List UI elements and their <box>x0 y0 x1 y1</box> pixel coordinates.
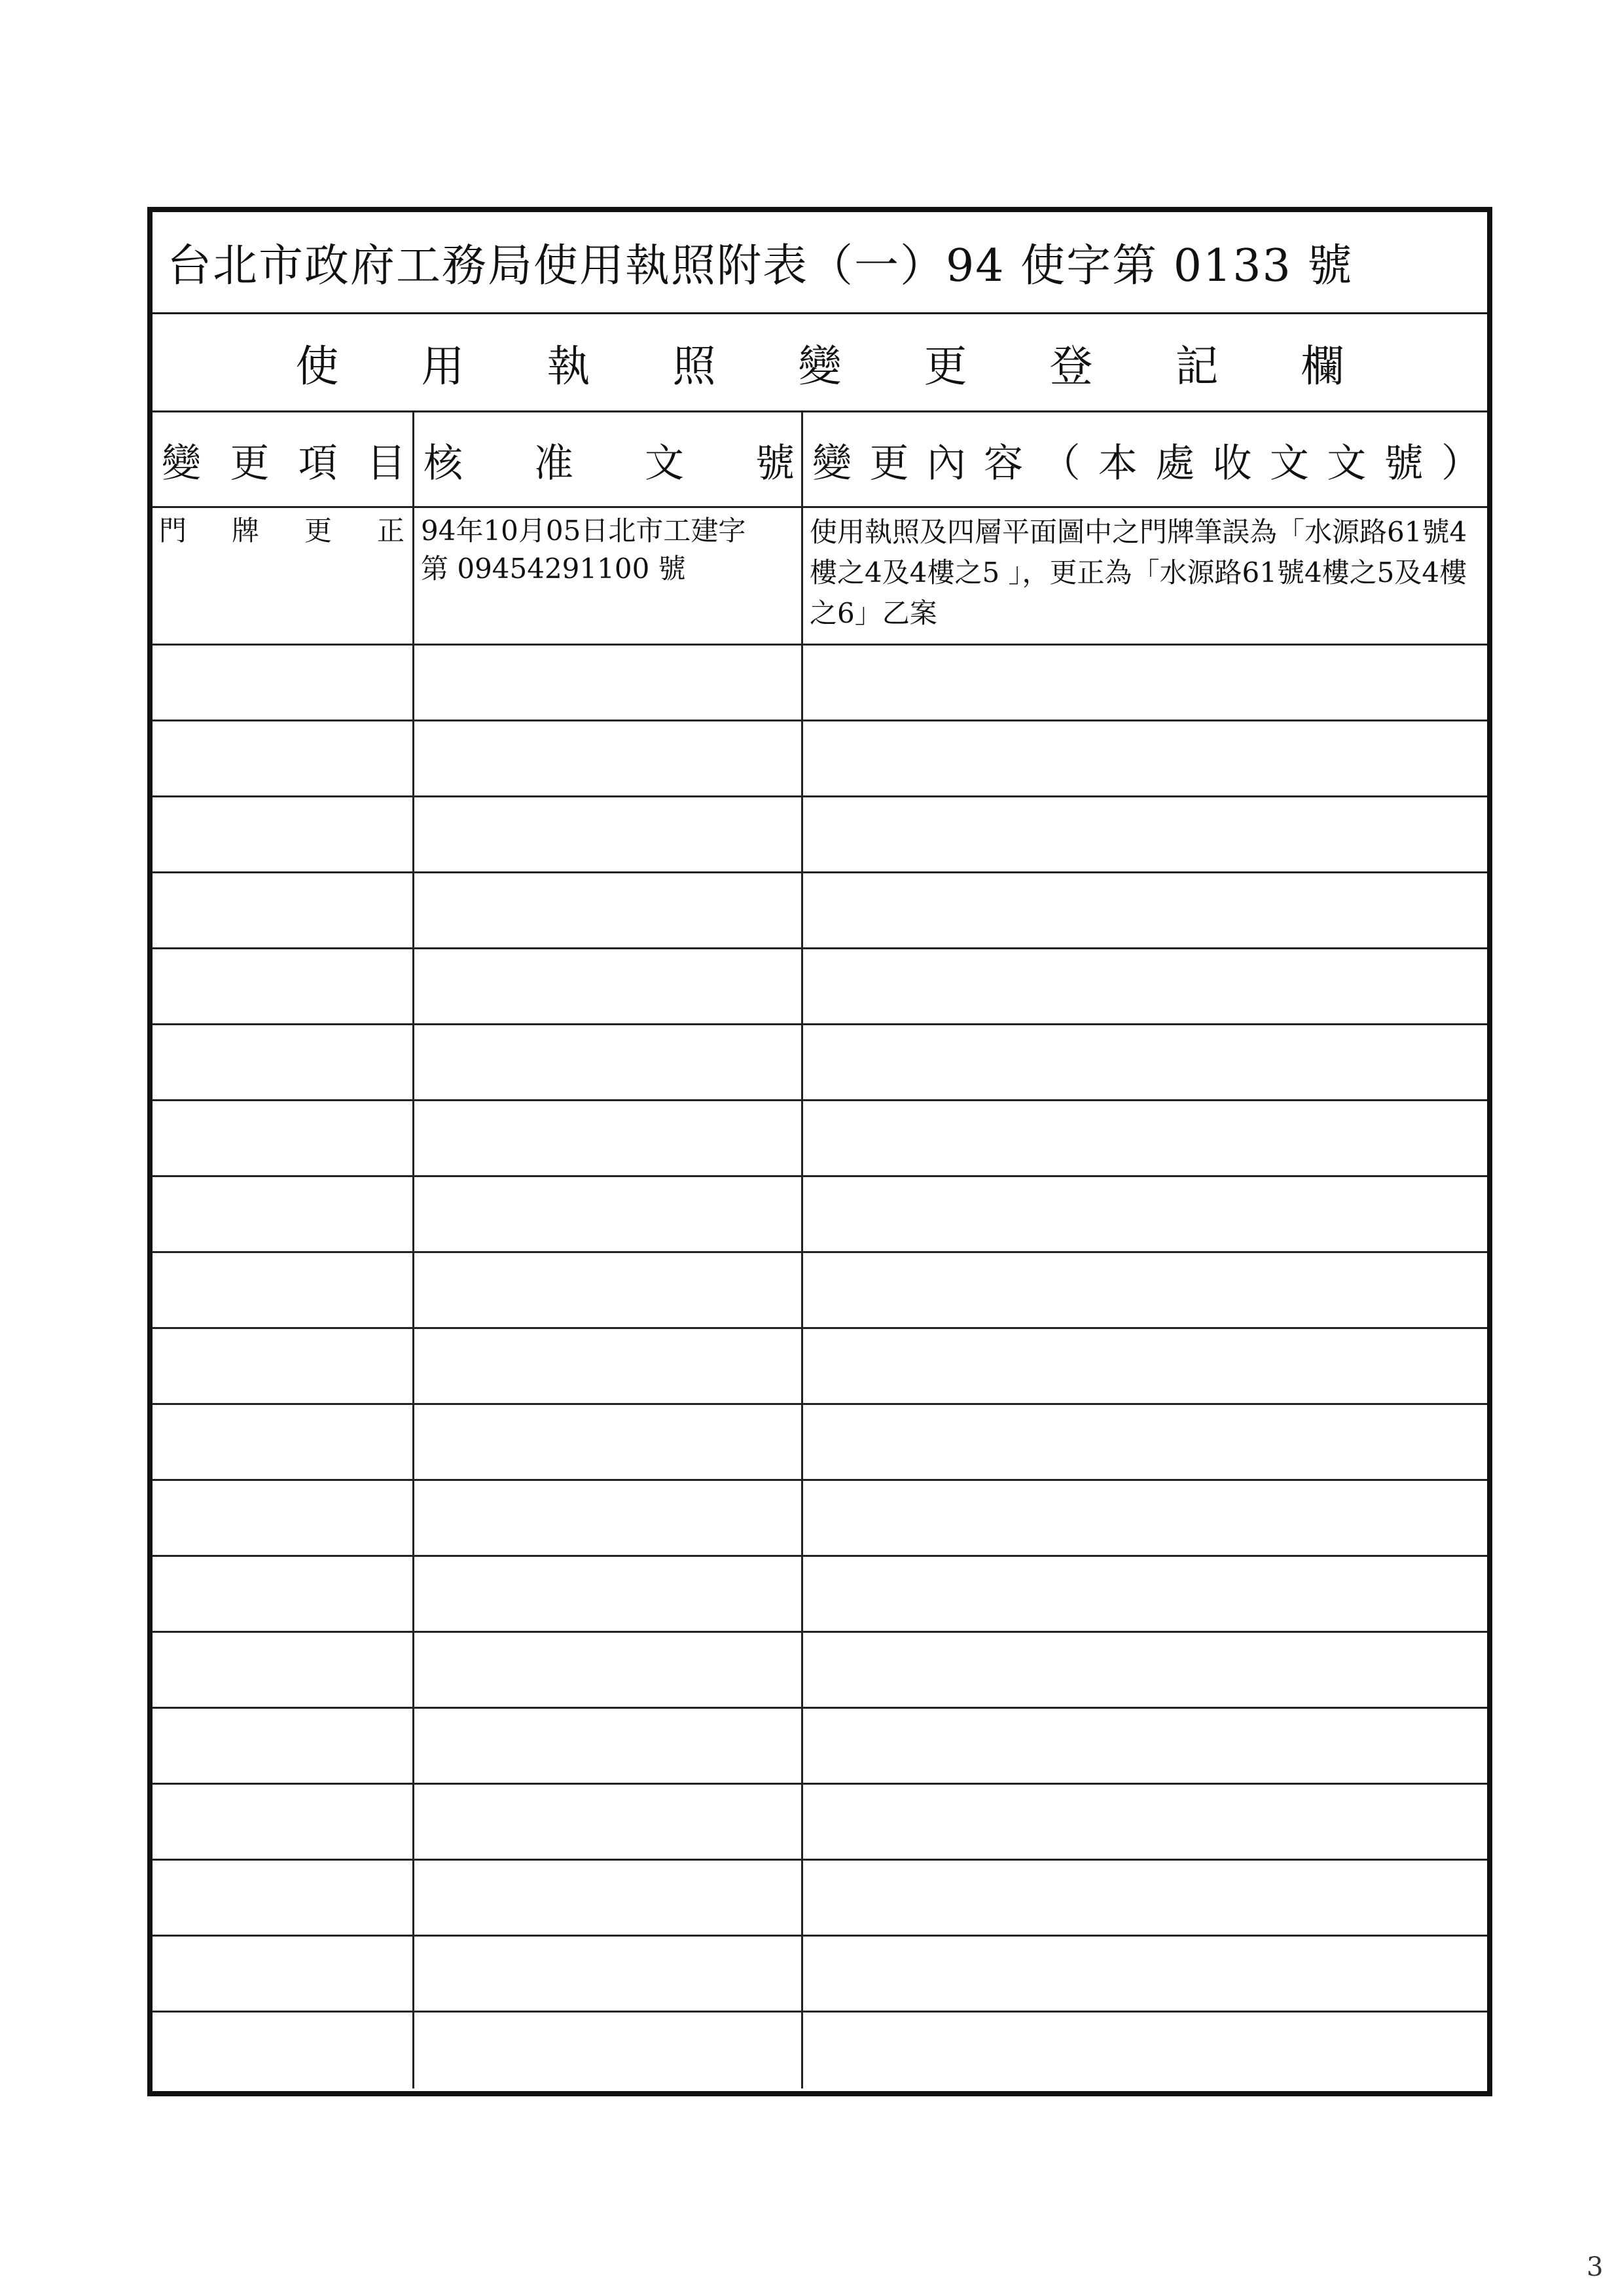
empty-cell <box>803 1785 1487 1859</box>
empty-cell <box>414 1557 803 1631</box>
empty-cell <box>153 1405 414 1479</box>
table-header-row <box>153 412 1487 508</box>
empty-cell <box>803 1177 1487 1251</box>
empty-table-row <box>153 1481 1487 1557</box>
empty-cell <box>803 797 1487 871</box>
empty-table-row <box>153 721 1487 797</box>
change-register-table <box>153 412 1487 2091</box>
approval-line-2: 第 09454291100 號 <box>421 553 686 585</box>
empty-cell <box>153 1481 414 1555</box>
empty-cell <box>414 2013 803 2088</box>
empty-cell <box>153 1177 414 1251</box>
column-header-item-text: 變 更 項 目 <box>162 441 406 486</box>
empty-cell <box>153 1861 414 1935</box>
empty-cell <box>414 1861 803 1935</box>
empty-cell <box>153 1253 414 1327</box>
empty-cell <box>803 1253 1487 1327</box>
cell-change-content <box>803 508 1487 644</box>
empty-cell <box>414 1481 803 1555</box>
empty-table-row <box>153 1937 1487 2013</box>
empty-cell <box>803 721 1487 795</box>
empty-table-row <box>153 1025 1487 1101</box>
empty-table-row <box>153 1177 1487 1253</box>
empty-cell <box>153 1101 414 1175</box>
empty-table-row <box>153 1101 1487 1177</box>
empty-cell <box>153 2013 414 2088</box>
empty-table-row <box>153 646 1487 721</box>
empty-cell <box>414 1405 803 1479</box>
change-item-text: 門 牌 更 正 <box>159 515 404 547</box>
empty-table-row <box>153 1329 1487 1405</box>
empty-table-row <box>153 873 1487 949</box>
empty-cell <box>803 1709 1487 1783</box>
change-content-text: 使用執照及四層平面圖中之門牌筆誤為「水源路61號4樓之4及4樓之5 」，更正為「水源路61號4樓之5及4樓之6」乙案 <box>810 516 1467 629</box>
approval-line-1: 94年10月05日北市工建字 <box>421 515 746 547</box>
form-subtitle-text: 使用執照變更登記欄 <box>295 341 1427 392</box>
empty-cell <box>414 1101 803 1175</box>
empty-cell <box>803 949 1487 1023</box>
empty-table-row <box>153 797 1487 873</box>
empty-table-row <box>153 1709 1487 1785</box>
empty-cell <box>414 797 803 871</box>
empty-cell <box>414 1177 803 1251</box>
form-subtitle <box>153 314 1487 412</box>
empty-cell <box>153 1557 414 1631</box>
empty-cell <box>153 1709 414 1783</box>
page-mark: 3 <box>1587 2252 1604 2282</box>
empty-cell <box>803 1861 1487 1935</box>
empty-cell <box>803 873 1487 947</box>
form-title <box>153 212 1487 314</box>
column-header-content-text: 變 更 內 容 （ 本 處 收 文 文 號 ） <box>812 441 1481 486</box>
empty-cell <box>414 1937 803 2011</box>
empty-table-row <box>153 1785 1487 1861</box>
table-row <box>153 508 1487 646</box>
cell-approval-number <box>414 508 803 644</box>
empty-table-row <box>153 1557 1487 1633</box>
empty-cell <box>803 2013 1487 2088</box>
empty-cell <box>414 721 803 795</box>
empty-cell <box>153 797 414 871</box>
empty-cell <box>803 1405 1487 1479</box>
column-header-approval <box>414 412 803 506</box>
license-attachment-form <box>147 207 1492 2096</box>
cell-change-item <box>153 508 414 644</box>
empty-cell <box>414 1329 803 1403</box>
column-header-approval-text: 核 准 文 號 <box>423 441 795 486</box>
empty-cell <box>414 949 803 1023</box>
empty-cell <box>414 1253 803 1327</box>
empty-cell <box>803 1937 1487 2011</box>
empty-table-row <box>153 1405 1487 1481</box>
empty-cell <box>803 646 1487 720</box>
empty-cell <box>153 721 414 795</box>
empty-table-row <box>153 1253 1487 1329</box>
empty-cell <box>803 1025 1487 1099</box>
empty-cell <box>153 1937 414 2011</box>
empty-cell <box>803 1329 1487 1403</box>
empty-cell <box>153 873 414 947</box>
column-header-content <box>803 412 1487 506</box>
empty-table-row <box>153 1861 1487 1937</box>
empty-cell <box>414 646 803 720</box>
empty-cell <box>153 949 414 1023</box>
empty-cell <box>153 646 414 720</box>
empty-cell <box>153 1025 414 1099</box>
empty-cell <box>153 1785 414 1859</box>
empty-cell <box>414 873 803 947</box>
empty-cell <box>803 1557 1487 1631</box>
empty-cell <box>803 1633 1487 1707</box>
empty-cell <box>414 1785 803 1859</box>
empty-cell <box>803 1101 1487 1175</box>
empty-table-row <box>153 1633 1487 1709</box>
empty-table-row <box>153 2013 1487 2088</box>
form-title-text: 台北市政府工務局使用執照附表（一）94 使字第 0133 號 <box>167 240 1354 292</box>
empty-cell <box>414 1025 803 1099</box>
empty-cell <box>414 1709 803 1783</box>
column-header-item <box>153 412 414 506</box>
empty-table-row <box>153 949 1487 1025</box>
empty-cell <box>803 1481 1487 1555</box>
empty-cell <box>153 1329 414 1403</box>
empty-cell <box>414 1633 803 1707</box>
empty-cell <box>153 1633 414 1707</box>
